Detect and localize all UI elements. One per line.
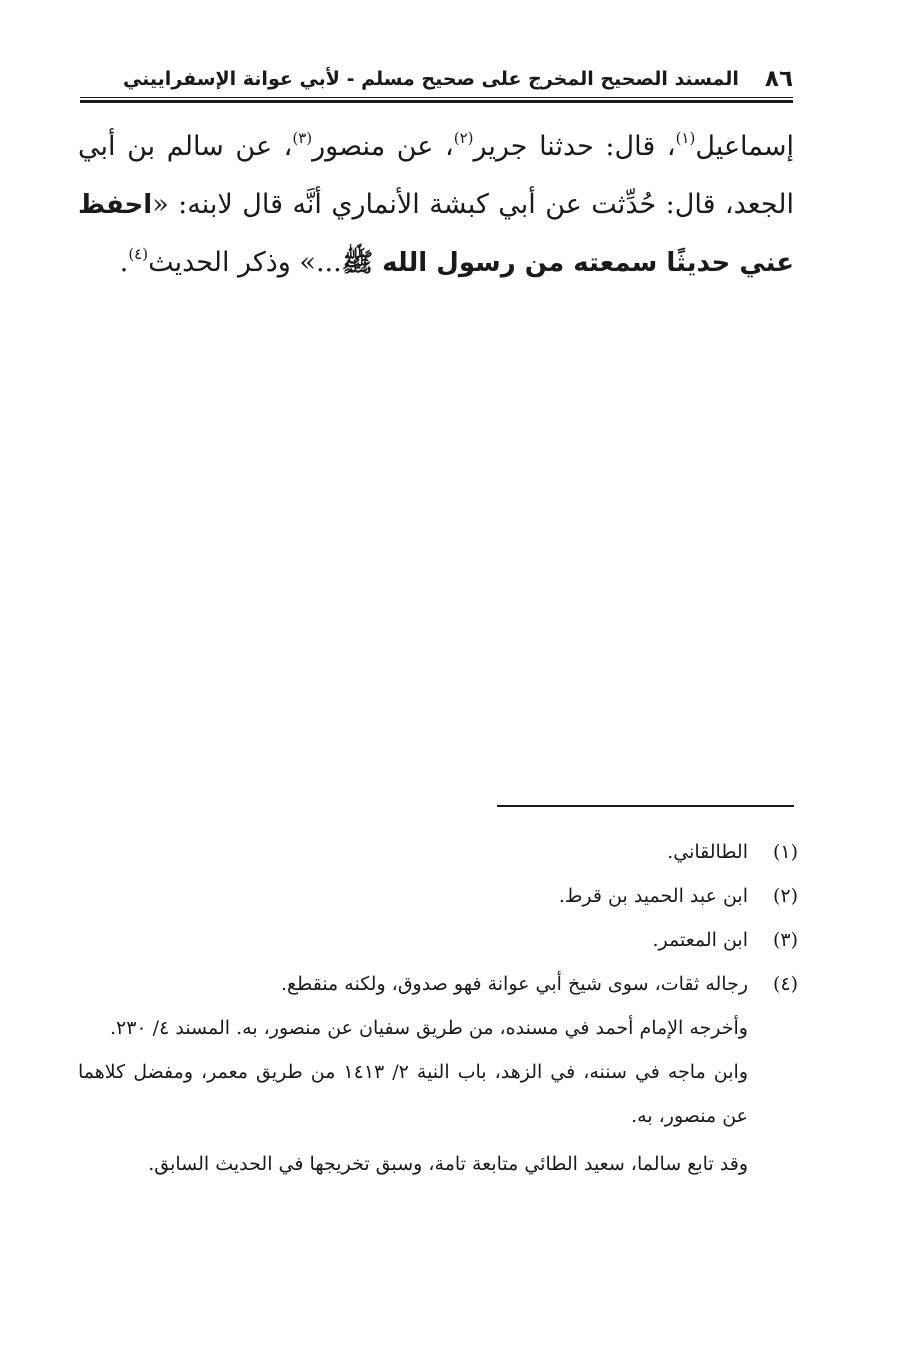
footnote-number: (٣) (772, 929, 798, 951)
running-title: المسند الصحيح المخرج على صحيح مسلم - لأبي عوانة الإسفراييني (122, 68, 739, 90)
footnote-text: رجاله ثقات، سوى شيخ أبي عوانة فهو صدوق، ولكنه منقطع. (280, 973, 748, 995)
main-text-segment: إسماعيل (695, 131, 795, 162)
footnote-text: ابن المعتمر. (652, 929, 748, 951)
footnote-4 (78, 962, 798, 1006)
footnotes (78, 830, 798, 1186)
footnote-ref-4[interactable]: (٤) (128, 245, 149, 263)
footnote-3 (78, 918, 798, 962)
footnote-separator (497, 805, 794, 807)
footnote-number: (٤) (772, 973, 798, 995)
footnote-4-paragraph: وأخرجه الإمام أحمد في مسنده، من طريق سفيان عن منصور، به. المسند ٤/ ٢٣٠. (109, 1017, 748, 1039)
page-header (80, 58, 793, 94)
footnote-1 (78, 830, 798, 874)
main-text-segment: . (119, 247, 129, 278)
footnote-4-paragraph: وقد تابع سالما، سعيد الطائي متابعة تامة، وسبق تخريجها في الحديث السابق. (148, 1153, 748, 1175)
footnote-2 (78, 874, 798, 918)
main-text-segment: ، عن منصور (312, 131, 454, 162)
footnote-number: (٢) (772, 885, 798, 907)
header-rule-thick (80, 100, 793, 103)
footnote-4-paragraph: وابن ماجه في سننه، في الزهد، باب النية ٢/ ١٤١٣ من طريق معمر، ومفضل كلاهما عن منصور، به. (78, 1061, 748, 1127)
header-rule-thin (80, 97, 793, 98)
main-text-segment: ، قال: حدثنا جرير (473, 131, 676, 162)
footnote-text: الطالقاني. (667, 841, 748, 863)
footnote-ref-2[interactable]: (٢) (453, 129, 474, 147)
footnote-number: (١) (772, 841, 798, 863)
hadith-quote: احفظ عني حديثًا سمعته من رسول الله ﷺ (78, 190, 794, 278)
page-number: ٨٦ (764, 66, 793, 92)
footnote-text: ابن عبد الحميد بن قرط. (558, 885, 748, 907)
footnote-ref-3[interactable]: (٣) (292, 129, 313, 147)
footnote-ref-1[interactable]: (١) (675, 129, 696, 147)
main-text-segment: ، عن سالم بن أبي الجعد، قال: حُدِّثت عن أبي كبشة الأنماري أنَّه قال لابنه: « (78, 131, 794, 220)
main-paragraph (78, 118, 794, 292)
main-text-segment: ...» وذكر الحديث (148, 247, 342, 278)
